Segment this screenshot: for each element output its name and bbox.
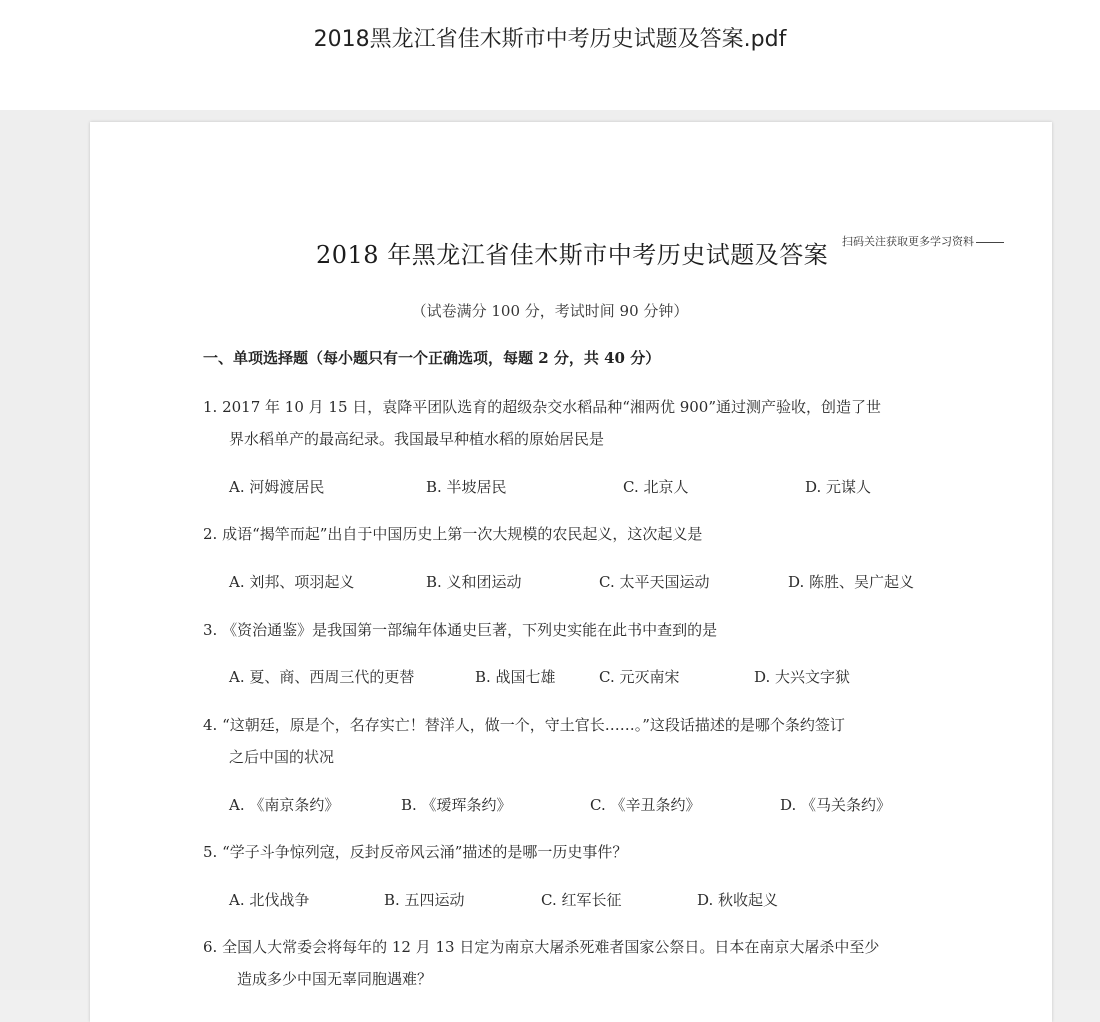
question-2-option-a: A. 刘邦、项羽起义 <box>229 573 355 591</box>
question-4-option-a: A. 《南京条约》 <box>229 796 340 814</box>
question-6-line-1: 6. 全国人大常委会将每年的 12 月 13 日定为南京大屠杀死难者国家公祭日。日本在南京大屠杀中至少 <box>203 938 880 956</box>
question-3-option-c: C. 元灭南宋 <box>599 668 680 686</box>
document-subtitle: （试卷满分 100 分，考试时间 90 分钟） <box>411 302 689 320</box>
question-1-line-1: 1. 2017 年 10 月 15 日，袁降平团队选育的超级杂交水稻品种“湘两优 900”通过测产验收，创造了世 <box>203 398 882 416</box>
question-1-option-d: D. 元谋人 <box>805 478 872 496</box>
question-1-line-2: 界水稻单产的最高纪录。我国最早种植水稻的原始居民是 <box>229 430 605 448</box>
question-2-option-d: D. 陈胜、吴广起义 <box>788 573 915 591</box>
question-5-line-1: 5. “学子斗争惊列寇，反封反帝风云涌”描述的是哪一历史事件？ <box>203 843 628 861</box>
question-4-option-b: B. 《瑷珲条约》 <box>401 796 512 814</box>
question-5-option-d: D. 秋收起义 <box>697 891 779 909</box>
question-3-option-a: A. 夏、商、西周三代的更替 <box>229 668 415 686</box>
question-4-line-1: 4. “这朝廷，原是个，名存实亡！替洋人，做一个，守土官长……。”这段话描述的是哪个条约签订 <box>203 716 845 734</box>
file-title: 2018黑龙江省佳木斯市中考历史试题及答案.pdf <box>313 27 787 52</box>
question-4-option-d: D. 《马关条约》 <box>780 796 892 814</box>
watermark-dash <box>976 242 1004 243</box>
question-1-option-c: C. 北京人 <box>623 478 689 496</box>
pdf-viewer[interactable] <box>0 110 1100 990</box>
question-2-option-b: B. 义和团运动 <box>426 573 522 591</box>
viewer-header <box>0 0 1100 110</box>
watermark-text: 扫码关注获取更多学习资料 <box>842 235 974 248</box>
question-5-option-a: A. 北伐战争 <box>229 891 310 909</box>
watermark <box>842 233 1004 249</box>
question-3-option-b: B. 战国七雄 <box>475 668 556 686</box>
pdf-page <box>90 122 1052 1022</box>
question-5-option-c: C. 红军长征 <box>541 891 622 909</box>
question-6-line-2: 造成多少中国无辜同胞遇难？ <box>237 970 433 988</box>
question-2-line-1: 2. 成语“揭竿而起”出自于中国历史上第一次大规模的农民起义，这次起义是 <box>203 525 703 543</box>
question-4-line-2: 之后中国的状况 <box>229 748 335 766</box>
question-4-option-c: C. 《辛丑条约》 <box>590 796 701 814</box>
document-title: 2018 年黑龙江省佳木斯市中考历史试题及答案 <box>316 241 829 269</box>
question-1-option-a: A. 河姆渡居民 <box>229 478 325 496</box>
question-3-line-1: 3. 《资治通鉴》是我国第一部编年体通史巨著，下列史实能在此书中查到的是 <box>203 621 718 639</box>
question-2-option-c: C. 太平天国运动 <box>599 573 710 591</box>
question-3-option-d: D. 大兴文字狱 <box>754 668 851 686</box>
section-heading: 一、单项选择题（每小题只有一个正确选项，每题 2 分，共 40 分） <box>203 349 661 367</box>
question-5-option-b: B. 五四运动 <box>384 891 465 909</box>
question-1-option-b: B. 半坡居民 <box>426 478 507 496</box>
